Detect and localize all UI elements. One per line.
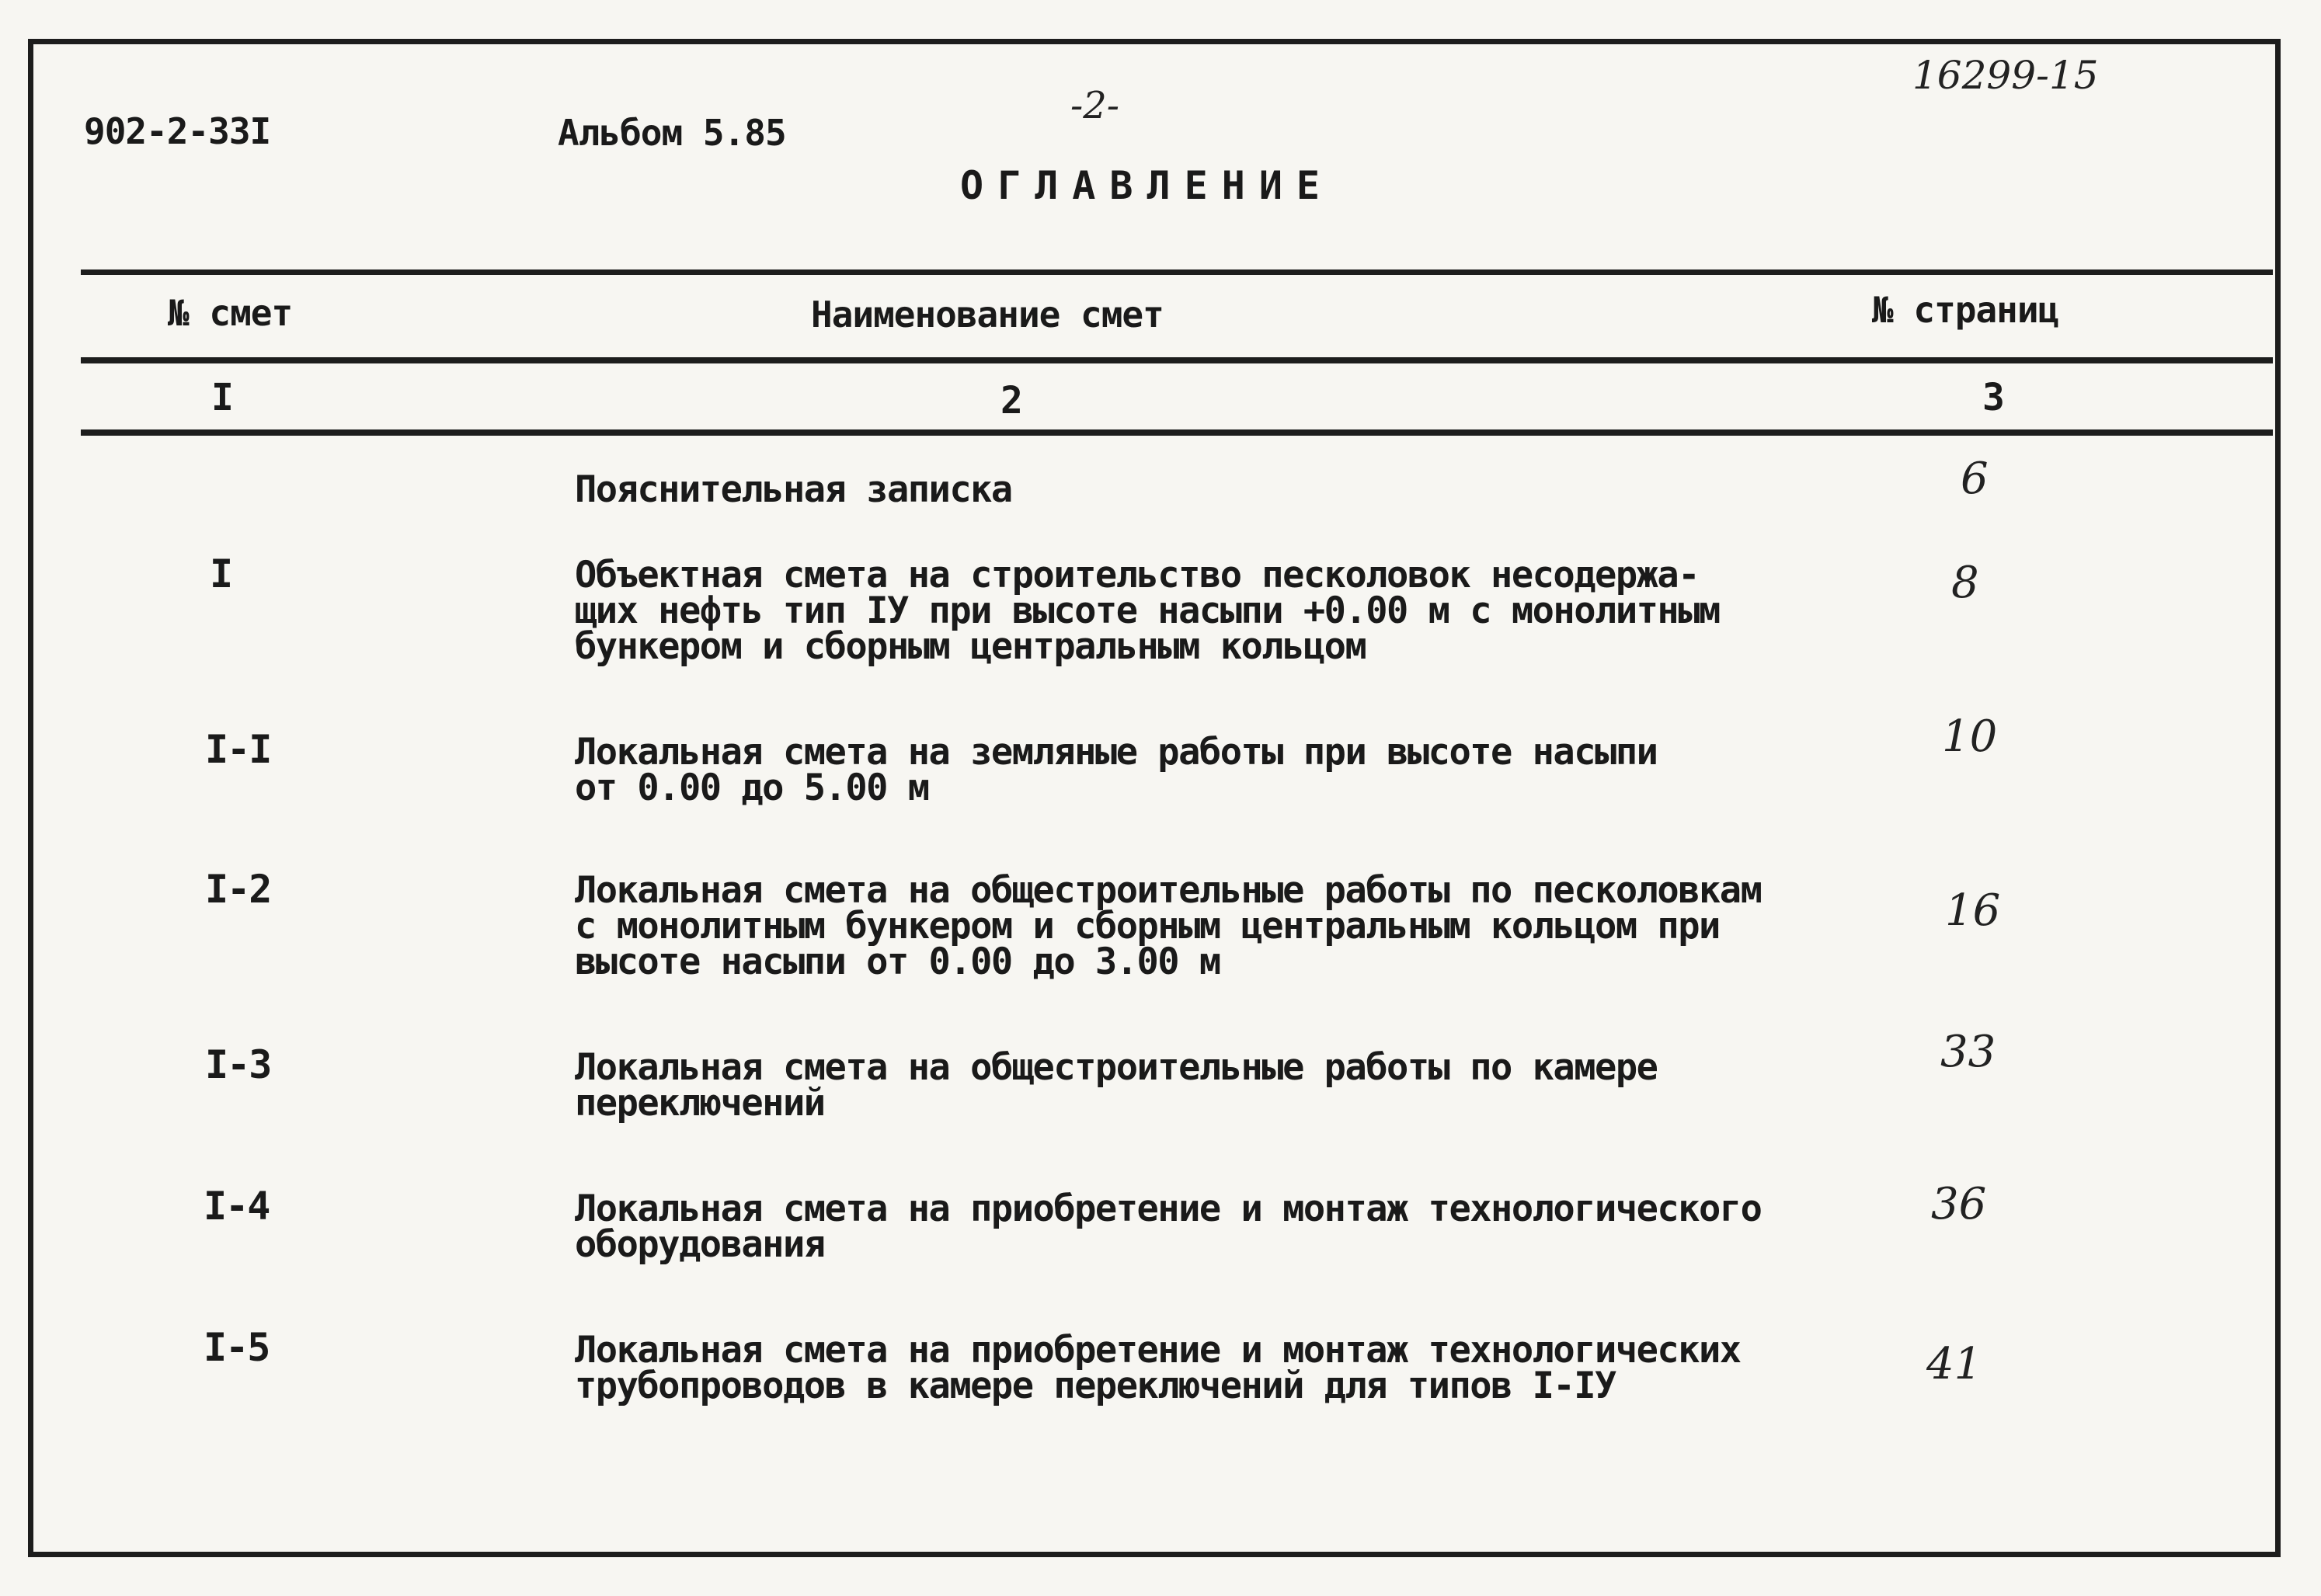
table-row-page: 41 (1926, 1339, 1982, 1389)
table-row-code: I-3 (205, 1042, 271, 1087)
table-row-text: Локальная смета на общестроительные работы по камере переключений (575, 1046, 1658, 1125)
table-row-code: I-5 (204, 1325, 270, 1370)
table-row-text: Объектная смета на строительство песколовок несодержа- щих нефть тип IУ при высоте насыпи +0.00 м с монолитным бункером и сборным центральным кольцом (575, 554, 1720, 668)
table-row-page: 36 (1931, 1179, 1987, 1229)
col-header-code: № смет (168, 292, 293, 334)
album-label: Альбом 5.85 (558, 112, 786, 154)
col-header-name: Наименование смет (811, 294, 1164, 336)
table-row-code: I-4 (204, 1184, 270, 1229)
doc-code: 902-2-33I (84, 110, 271, 152)
col-number-3: 3 (1982, 376, 2005, 419)
header-divider-rule (81, 357, 2273, 363)
table-row-page: 6 (1961, 454, 1989, 504)
column-numbers-rule (81, 429, 2273, 436)
table-row-text: Локальная смета на земляные работы при высоте насыпи от 0.00 до 5.00 м (575, 731, 1658, 809)
table-row-page: 16 (1945, 885, 2001, 936)
table-top-rule (81, 269, 2273, 275)
table-row-text: Локальная смета на приобретение и монтаж технологических трубопроводов в камере переключений для типов I-IУ (575, 1329, 1741, 1407)
table-row-text: Пояснительная записка (575, 468, 1012, 511)
table-row-page: 33 (1940, 1027, 1996, 1077)
table-row-code: I-2 (205, 867, 271, 912)
col-number-1: I (211, 376, 234, 419)
table-row-text: Локальная смета на приобретение и монтаж технологического оборудования (575, 1187, 1762, 1266)
col-number-2: 2 (1000, 379, 1023, 422)
table-row-code: I (210, 551, 232, 596)
table-row-page: 8 (1951, 558, 1979, 608)
archive-number: 16299-15 (1912, 53, 2099, 98)
page-mark: -2- (1070, 84, 1119, 127)
table-row-page: 10 (1942, 711, 1998, 762)
table-row-code: I-I (205, 727, 271, 772)
table-row-text: Локальная смета на общестроительные работы по песколовкам с монолитным бункером и сборным центральным кольцом при высоте насыпи от 0.00 до 3.00 м (575, 869, 1762, 983)
page-title: ОГЛАВЛЕНИЕ (960, 163, 1334, 208)
col-header-pages: № страниц (1872, 289, 2059, 331)
